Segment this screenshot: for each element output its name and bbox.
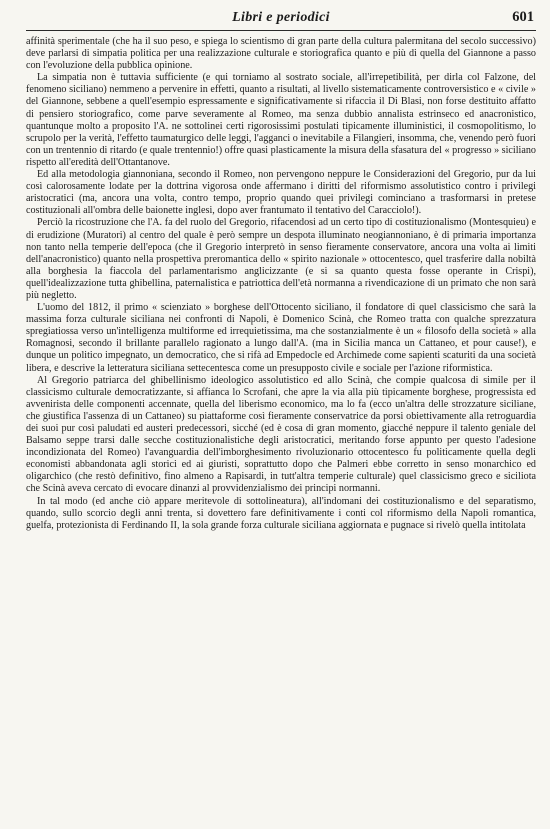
paragraph: affinità sperimentale (che ha il suo peso, e spiega lo scientismo di gran parte della cultura palermitana del secolo successivo) deve parlarsi di simpatia politica per una realizzazione culturale e storiografica quanto e più di quella del Giannone a passo con l'evoluzione della pubblica opinione.	[26, 36, 536, 72]
paragraph: Perciò la ricostruzione che l'A. fa del ruolo del Gregorio, rifacendosi ad un certo tipo di costituzionalismo (Montesquieu) e di erudizione (Muratori) al centro del quale è però sempre un despota illuminato neogiannoniano, è di primaria importanza non tanto nella temperie dell'epoca (che il Gregorio interpretò in senso fieramente conservatore, ancora una volta ai limiti dell'anacronistico) quanto nella prospettiva preromantica dello « spirito nazionale » ottocentesco, quel trasferire dalla nobiltà alla borghesia la fiaccola del parlamentarismo anglicizzante (e si sa quanto questa fosse operante in Crispi), quell'idealizzazione tutta ghibellina, paternalistica e patriottica dell'età normanna a rivendicazione di un primato che non sarà più negletto.	[26, 217, 536, 301]
page-header	[26, 8, 536, 31]
paragraph: Al Gregorio patriarca del ghibellinismo ideologico assolutistico ed allo Scinà, che compie qualcosa di simile per il classicismo culturale democratizzante, si affianca lo Scrofani, che apre la via alla più tipicamente borghese, progressista ed avvenirista delle componenti accennate, quella del liberismo economico, ma lo fa (ecco un'altra delle strozzature siciliane, che giustifica l'assenza di un Cattaneo) su piattaforme così fieramente conservatrice da porsi obiettivamente alla retroguardia dei suoi pur così paludati ed austeri predecessori, sicché (ed è cosa di gran momento, giacché neppure il talento geniale del Balsamo seppe trarsi dalle secche costituzionalistiche degli aristocratici, meritando forse appunto per questo l'adesione incondizionata del Romeo) l'avanguardia dell'imborghesimento rivoluzionario ottocentesco fu politicamente quella degli economisti abbandonata agli storici ed ai giuristi, soprattutto dopo che Palmeri ebbe corretto in senso monarchico ed oligarchico (che restò definitivo, fino almeno a Rapisardi, in tutt'altra temperie culturale) quel classicismo greco e siciliota che Scinà aveva cercato di evocare dinanzi al provvidenzialismo dei principi normanni.	[26, 374, 536, 495]
paragraph: La simpatia non è tuttavia sufficiente (e qui torniamo al sostrato sociale, all'irrepetibilità, per dirla col Falzone, del fenomeno siciliano) nemmeno a pervenire in effetti, quanto a risultati, al livello sistematicamente controversistico e « civile » del Giannone, sebbene a quell'esempio espressamente e significativamente si rifaccia il Di Blasi, non forse destituito affatto di pensiero storiografico, come parve severamente al Romeo, ma senza dubbio annalista estrinseco ed anacronistico, quantunque molto a proposito l'A. ne sottolinei certi rigorosissimi postulati tipicamente illuministici, il cosmopolitismo, lo scrupolo per la verità, l'effetto taumaturgico delle leggi, l'agganci o inevitabile a Filangieri, insomma, che, venendo però fuori con un trentennio di ritardo (e quale trentennio!) offre quasi plasticamente la misura della sfasatura del « progresso » siciliano rispetto all'eredità dell'Ottantanove.	[26, 72, 536, 168]
running-title: Libri e periodici	[232, 10, 330, 25]
paragraph: L'uomo del 1812, il primo « scienziato » borghese dell'Ottocento siciliano, il fondatore di quel classicismo che sarà la massima forza culturale siciliana nei confronti di Napoli, è Domenico Scinà, che Romeo tratta con qualche sprezzatura spregiatiossa verso un'intelligenza multiforme ed irrequietissima, ma che sostanzialmente è un « filosofo della società » alla Romagnosi, secondo il brillante parallelo ragionato a lungo dall'A. (ma in Sicilia manca un Cattaneo, et pour cause!), e dunque un politico impegnato, un democratico, che si rifà ad Empedocle ed Archimede come sapienti scaturiti da una società libera, e descrive la letteratura siciliana settecentesca come un presupposto civile e sociale per l'azione riformistica.	[26, 302, 536, 374]
paragraph: In tal modo (ed anche ciò appare meritevole di sottolineatura), all'indomani dei costituzionalismo e del separatismo, quando, sullo scorcio degli anni trenta, si dovettero fare definitivamente i conti col riformismo della Napoli romantica, guelfa, protezionista di Ferdinando II, la sola grande forza culturale siciliana aggiornata e pugnace si rivelò quella intitolata	[26, 495, 536, 531]
page-number: 601	[512, 9, 534, 25]
body-text	[26, 36, 536, 825]
paragraph: Ed alla metodologia giannoniana, secondo il Romeo, non pervengono neppure le Considerazioni del Gregorio, pur da lui così calorosamente lodate per la dottrina vigorosa onde affermano i diritti del riformismo assolutistico contro i privilegi aristocratici (ma, ancora una volta, contro tempo, proprio quando quei privilegi cominciano a trasformarsi in pretese costituzionali all'ombra delle baionette inglesi, dopo aver frantumato il tentativo del Caracciolo!).	[26, 169, 536, 217]
